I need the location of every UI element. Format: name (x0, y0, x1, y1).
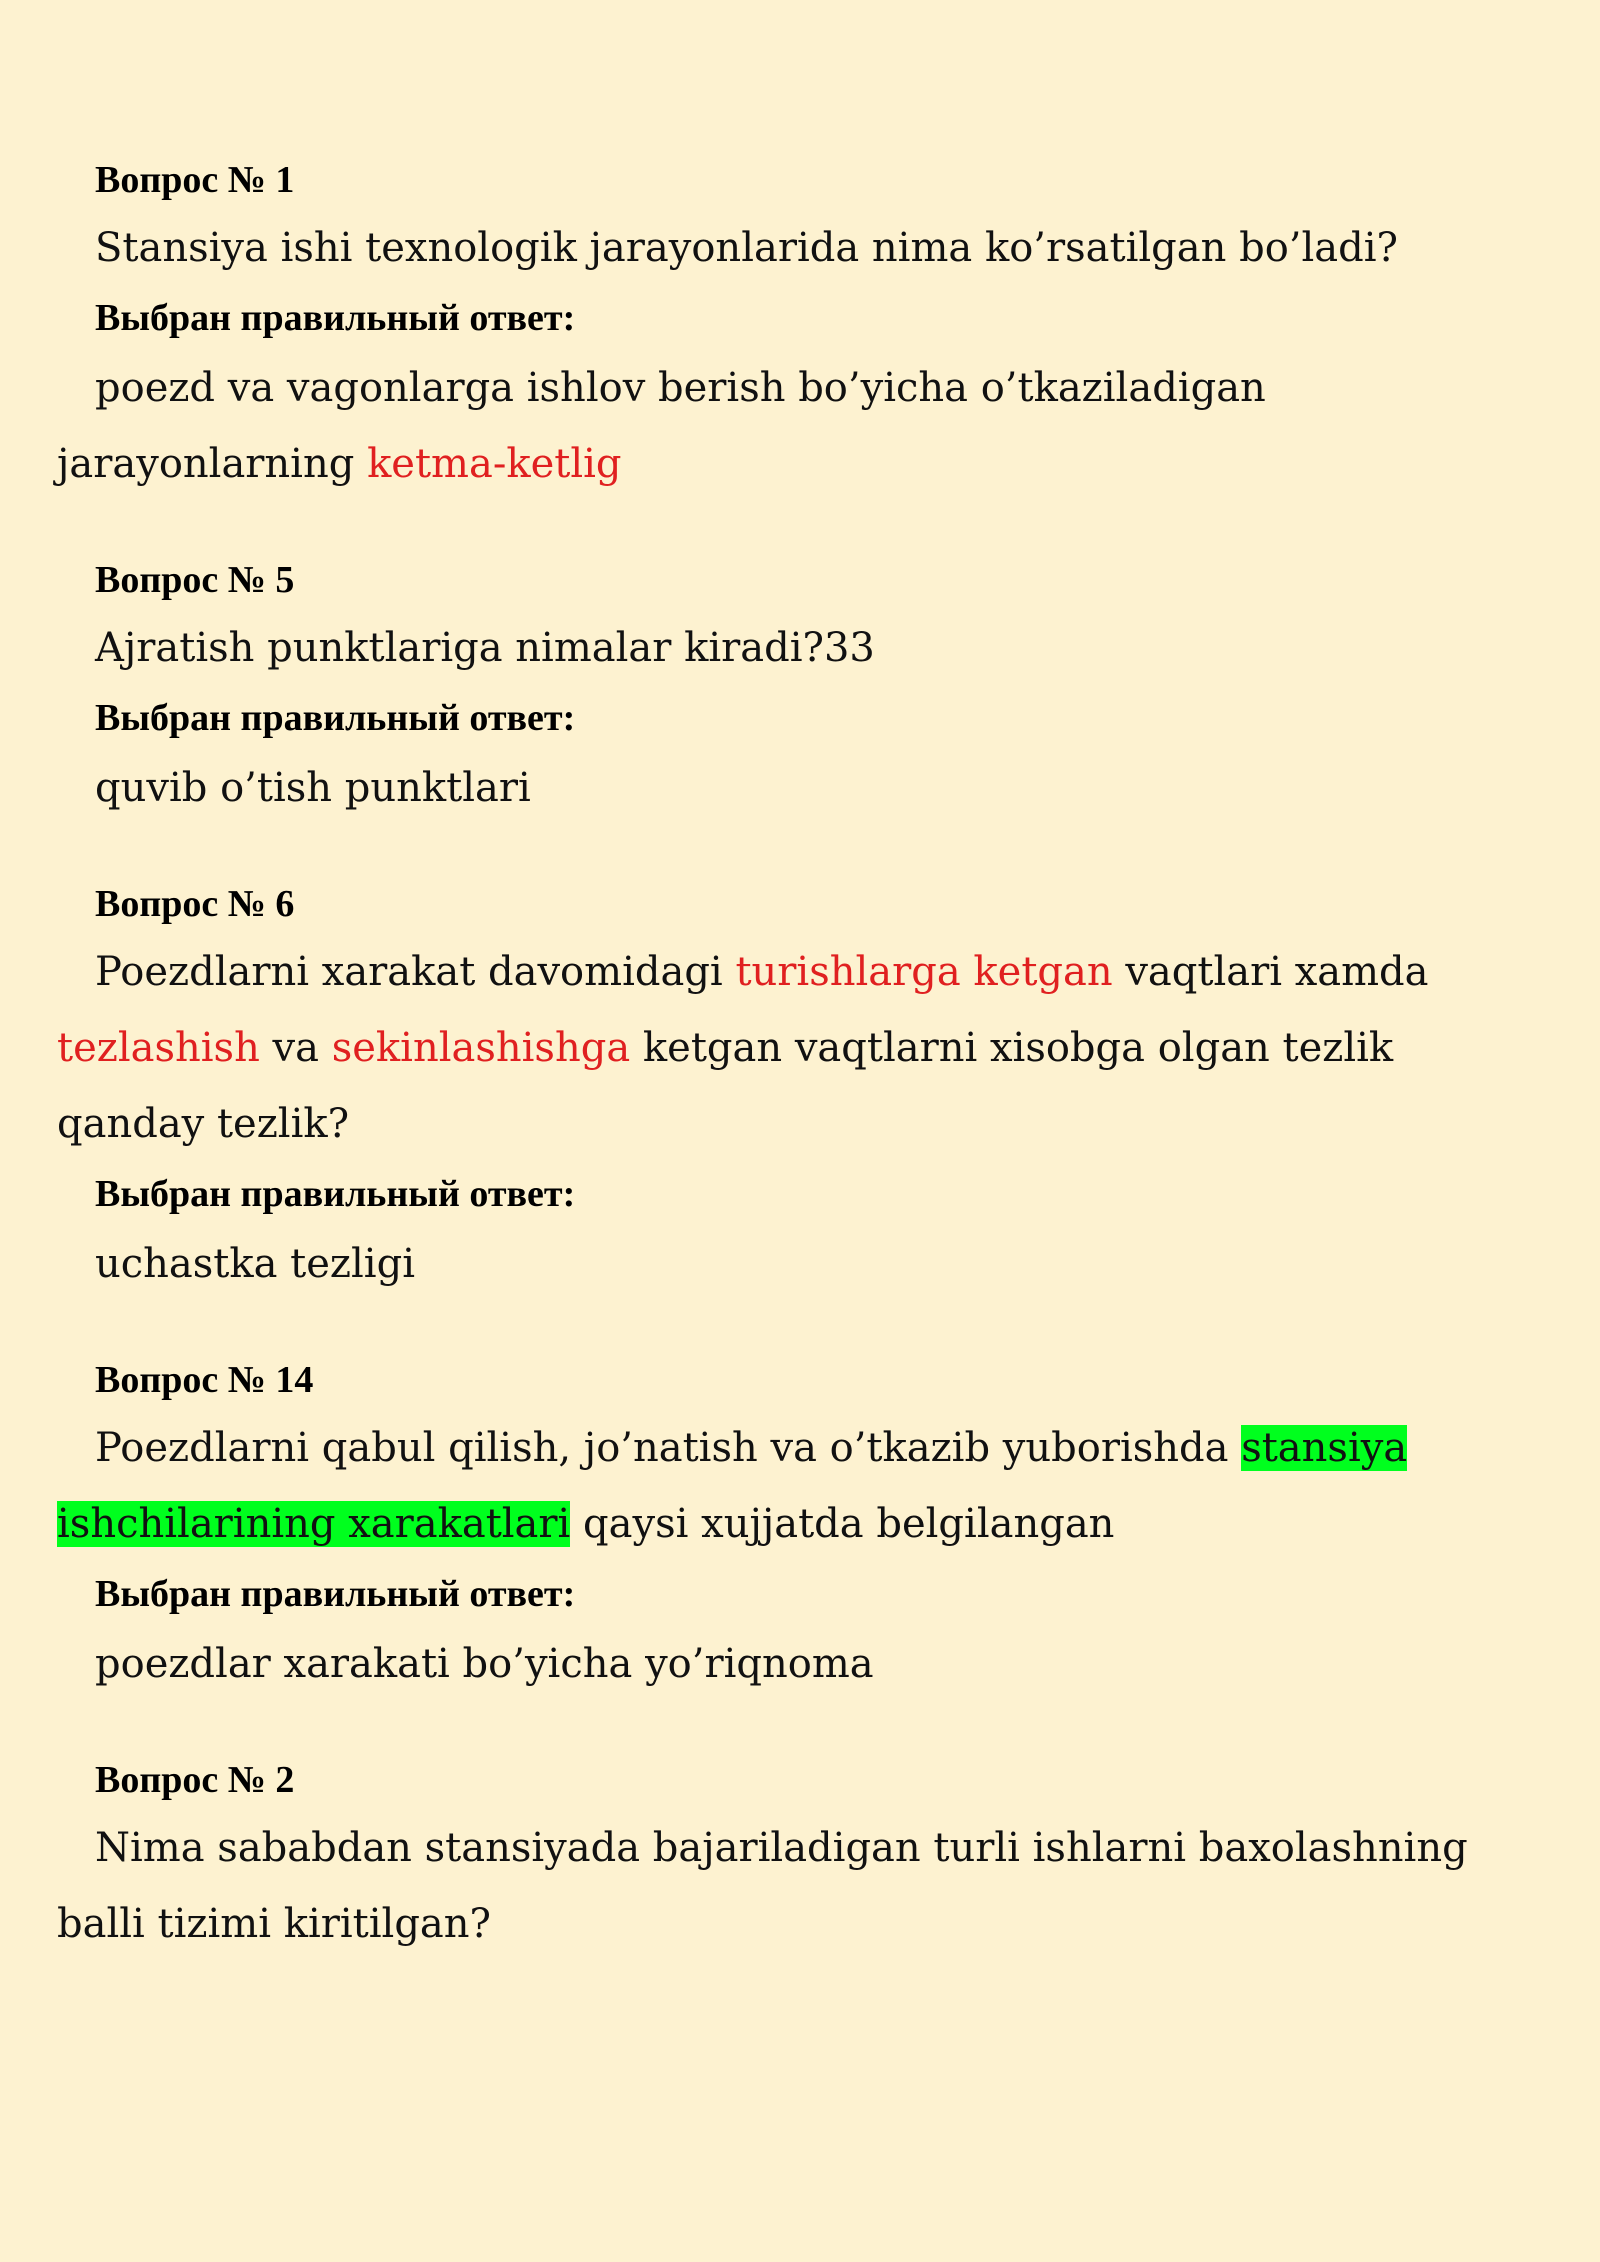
question-heading: Вопрос № 6 (95, 883, 295, 925)
question-text-red: turishlarga ketgan (735, 949, 1113, 995)
answer-text (57, 1226, 1497, 1302)
answer-text (57, 350, 1497, 502)
answer-text-part: poezdlar xarakati bo’yicha yo’riqnoma (95, 1641, 874, 1687)
question-heading: Вопрос № 14 (95, 1359, 314, 1401)
question-text-part: va (259, 1025, 332, 1071)
question-block-14 (57, 1350, 1497, 1702)
question-text (57, 934, 1497, 1162)
question-text-highlight: stansiya ishchilarining xarakatlari (57, 1425, 1408, 1547)
question-text-part: Stansiya ishi texnologik jarayonlarida nima ko’rsatilgan bo’ladi? (95, 225, 1398, 271)
question-text-part: ketgan vaqtlarni xisobga olgan tezlik qanday tezlik? (57, 1025, 1394, 1147)
answer-label: Выбран правильный ответ: (95, 297, 576, 339)
question-text (57, 210, 1497, 286)
answer-label: Выбран правильный ответ: (95, 1173, 576, 1215)
question-text-part: Poezdlarni xarakat davomidagi (95, 949, 736, 995)
question-text (57, 610, 1497, 686)
question-text-red: tezlashish (57, 1025, 260, 1071)
question-text-part: vaqtlari xamda (1112, 949, 1429, 995)
question-heading: Вопрос № 1 (95, 159, 295, 201)
question-block-6 (57, 874, 1497, 1302)
answer-text (57, 1626, 1497, 1702)
answer-label: Выбран правильный ответ: (95, 1573, 576, 1615)
question-text-part: Nima sababdan stansiyada bajariladigan turli ishlarni baxolashning balli tizimi kiritilgan? (57, 1825, 1468, 1947)
question-text (57, 1410, 1497, 1562)
answer-text-red: ketma-ketlig (367, 441, 622, 487)
question-text (57, 1810, 1497, 1962)
question-block-5 (57, 550, 1497, 826)
answer-text-part: quvib o’tish punktlari (95, 765, 531, 811)
question-heading: Вопрос № 5 (95, 559, 295, 601)
question-text-part: Poezdlarni qabul qilish, jo’natish va o’tkazib yuborishda (95, 1425, 1242, 1471)
question-block-1 (57, 150, 1497, 502)
answer-text-part: poezd va vagonlarga ishlov berish bo’yicha o’tkaziladigan jarayonlarning (57, 365, 1266, 487)
answer-text-part: uchastka tezligi (95, 1241, 415, 1287)
answer-label: Выбран правильный ответ: (95, 697, 576, 739)
document-page (57, 150, 1497, 2010)
question-text-red: sekinlashishga (331, 1025, 631, 1071)
question-block-2 (57, 1750, 1497, 1962)
question-heading: Вопрос № 2 (95, 1759, 295, 1801)
answer-text (57, 750, 1497, 826)
question-text-part: Ajratish punktlariga nimalar kiradi?33 (95, 625, 875, 671)
question-text-part: qaysi xujjatda belgilangan (570, 1501, 1115, 1547)
